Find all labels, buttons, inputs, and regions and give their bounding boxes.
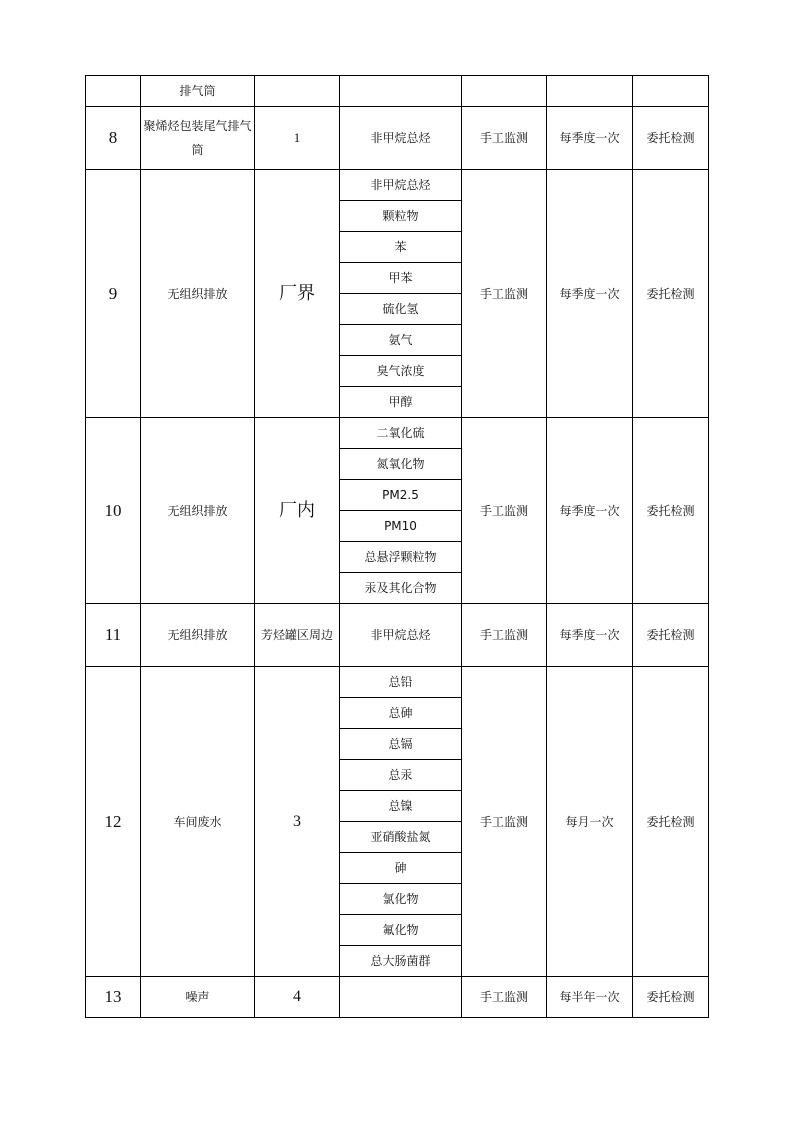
frequency-cell: 每季度一次: [547, 418, 633, 604]
mode-cell: 委托检测: [633, 418, 709, 604]
row-number-cell: 9: [86, 170, 141, 418]
pollutant-cell: 硫化氢: [340, 294, 462, 325]
pollutant-cell: 非甲烷总烃: [340, 107, 462, 170]
mode-cell: 委托检测: [633, 170, 709, 418]
pollutant-cell: 总汞: [340, 760, 462, 791]
pollutant-cell: [340, 76, 462, 107]
pollutant-cell: 颗粒物: [340, 201, 462, 232]
frequency-cell: 每季度一次: [547, 604, 633, 667]
pollutant-cell: [340, 977, 462, 1018]
mode-cell: [633, 76, 709, 107]
point-cell: 3: [255, 667, 340, 977]
pollutant-cell: 总镉: [340, 729, 462, 760]
pollutant-cell: 甲苯: [340, 263, 462, 294]
frequency-cell: 每半年一次: [547, 977, 633, 1018]
pollutant-cell: 总大肠菌群: [340, 946, 462, 977]
method-cell: 手工监测: [462, 977, 547, 1018]
table-row-8: [86, 107, 709, 170]
point-cell: 厂界: [255, 170, 340, 418]
method-cell: 手工监测: [462, 667, 547, 977]
row-number-cell: 10: [86, 418, 141, 604]
mode-cell: 委托检测: [633, 604, 709, 667]
mode-cell: 委托检测: [633, 667, 709, 977]
method-cell: 手工监测: [462, 170, 547, 418]
point-cell: 芳烃罐区周边: [255, 604, 340, 667]
point-cell: 4: [255, 977, 340, 1018]
source-cell: 排气筒: [141, 76, 255, 107]
method-cell: [462, 76, 547, 107]
row-number-cell: 8: [86, 107, 141, 170]
frequency-cell: 每季度一次: [547, 170, 633, 418]
source-cell: 噪声: [141, 977, 255, 1018]
pollutant-cell: 砷: [340, 853, 462, 884]
mode-cell: 委托检测: [633, 977, 709, 1018]
pollutant-cell: PM2.5: [340, 480, 462, 511]
frequency-cell: 每月一次: [547, 667, 633, 977]
source-cell: 聚烯烃包装尾气排气筒: [141, 107, 255, 170]
mode-cell: 委托检测: [633, 107, 709, 170]
pollutant-cell: 汞及其化合物: [340, 573, 462, 604]
point-cell: 厂内: [255, 418, 340, 604]
row-number-cell: 12: [86, 667, 141, 977]
source-cell: 车间废水: [141, 667, 255, 977]
method-cell: 手工监测: [462, 107, 547, 170]
pollutant-cell: 苯: [340, 232, 462, 263]
table-row-9: [86, 170, 709, 201]
monitoring-table: [85, 75, 709, 1018]
pollutant-cell: 氯化物: [340, 884, 462, 915]
pollutant-cell: PM10: [340, 511, 462, 542]
pollutant-cell: 非甲烷总烃: [340, 604, 462, 667]
table-row-12: [86, 667, 709, 698]
table-row-11: [86, 604, 709, 667]
table-row-10: [86, 418, 709, 449]
frequency-cell: 每季度一次: [547, 107, 633, 170]
point-cell: 1: [255, 107, 340, 170]
table-row-7-continued: [86, 76, 709, 107]
pollutant-cell: 二氧化硫: [340, 418, 462, 449]
source-cell: 无组织排放: [141, 604, 255, 667]
pollutant-cell: 氟化物: [340, 915, 462, 946]
pollutant-cell: 总悬浮颗粒物: [340, 542, 462, 573]
table-row-13: [86, 977, 709, 1018]
method-cell: 手工监测: [462, 418, 547, 604]
frequency-cell: [547, 76, 633, 107]
row-number-cell: [86, 76, 141, 107]
point-cell: [255, 76, 340, 107]
source-cell: 无组织排放: [141, 170, 255, 418]
pollutant-cell: 非甲烷总烃: [340, 170, 462, 201]
pollutant-cell: 臭气浓度: [340, 356, 462, 387]
pollutant-cell: 总铅: [340, 667, 462, 698]
pollutant-cell: 甲醇: [340, 387, 462, 418]
pollutant-cell: 氨气: [340, 325, 462, 356]
pollutant-cell: 亚硝酸盐氮: [340, 822, 462, 853]
pollutant-cell: 总砷: [340, 698, 462, 729]
pollutant-cell: 总镍: [340, 791, 462, 822]
pollutant-cell: 氮氧化物: [340, 449, 462, 480]
row-number-cell: 13: [86, 977, 141, 1018]
method-cell: 手工监测: [462, 604, 547, 667]
source-cell: 无组织排放: [141, 418, 255, 604]
row-number-cell: 11: [86, 604, 141, 667]
